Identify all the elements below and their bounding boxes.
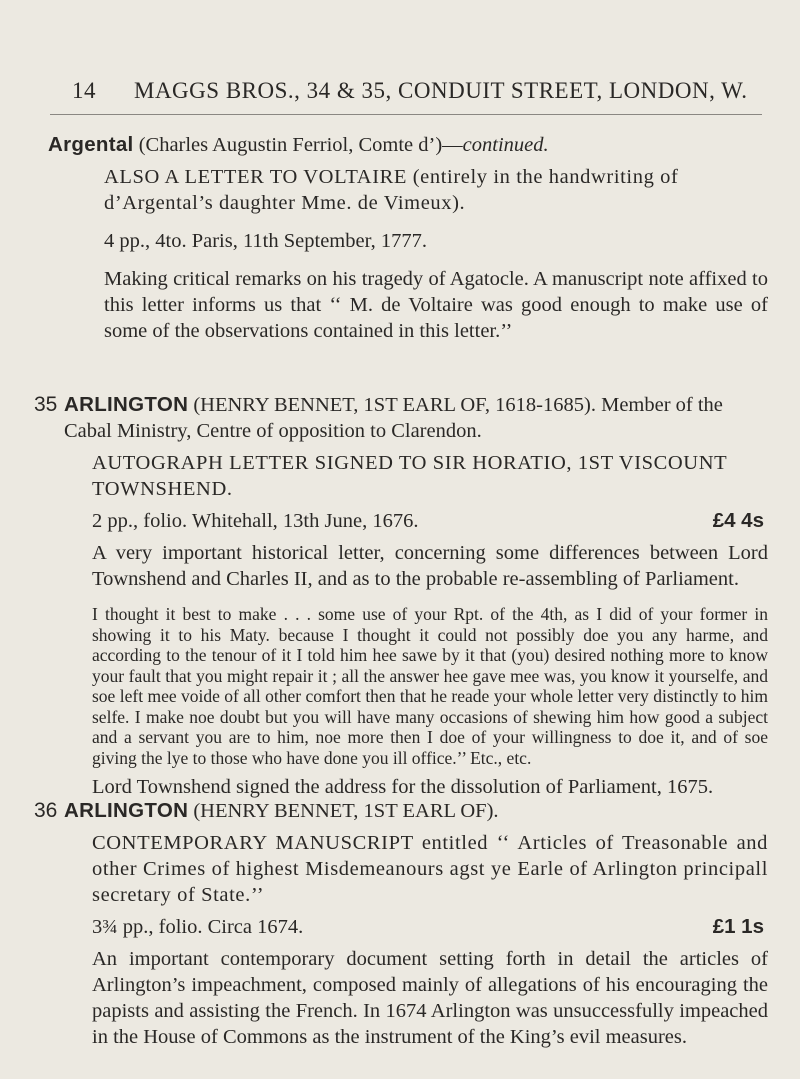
- entry-title: AUTOGRAPH LETTER SIGNED TO SIR HORATIO, 1ST VISCOUNT TOWNSHEND.: [92, 452, 727, 500]
- lot-number: 36: [34, 799, 58, 822]
- entry-name: ARLINGTON: [64, 393, 189, 416]
- catalogue-entry-36: [34, 798, 768, 1050]
- entry-name: Argental: [48, 133, 134, 156]
- entry-heading-text: (Charles Augustin Ferriol, Comte d’)—: [133, 134, 463, 156]
- entry-description: A very important historical letter, concerning some differences between Lord Townshend and Charles II, and as to the probable re-assembling of Parliament.: [92, 542, 768, 590]
- catalogue-entry-argental: [48, 132, 768, 344]
- entry-price: £1 1s: [712, 915, 764, 938]
- catalogue-entry-35: [34, 392, 768, 800]
- entry-title: CONTEMPORARY MANUSCRIPT entitled ‘‘ Articles of Treasonable and other Crimes of highest Misdemeanours agst ye Earle of Arlington principall secretary of State.’’: [92, 832, 768, 906]
- entry-price: £4 4s: [712, 509, 764, 532]
- entry-name: ARLINGTON: [64, 799, 189, 822]
- entry-details-row: [64, 508, 768, 534]
- entry-heading-text: (HENRY BENNET, 1ST EARL OF).: [188, 800, 499, 822]
- entry-details: 4 pp., 4to. Paris, 11th September, 1777.: [104, 230, 427, 252]
- entry-heading-text: (HENRY BENNET, 1ST EARL OF, 1618-1685). Member of the Cabal Ministry, Centre of opposition to Clarendon.: [64, 394, 723, 442]
- entry-description: Making critical remarks on his tragedy of Agatocle. A manuscript note affixed to this letter informs us that ‘‘ M. de Voltaire was good enough to make use of some of the observations contained in this letter.’’: [104, 268, 768, 342]
- lot-number: 35: [34, 393, 58, 416]
- entry-details-row: [64, 914, 768, 940]
- running-header: [72, 78, 762, 104]
- entry-details: 3¾ pp., folio. Circa 1674.: [92, 916, 304, 938]
- entry-description: An important contemporary document setting forth in detail the articles of Arlington’s impeachment, composed mainly of allegations of his encouraging the papists and assisting the French. In 1674 Arlington was unsuccessfully impeached in the House of Commons as the instrument of the King’s evil measures.: [92, 948, 768, 1048]
- publisher-line: MAGGS BROS., 34 & 35, CONDUIT STREET, LONDON, W.: [134, 78, 748, 103]
- entry-heading: [48, 132, 768, 158]
- page-number: 14: [72, 78, 96, 103]
- continued-label: continued.: [462, 134, 549, 156]
- entry-title: ALSO A LETTER TO VOLTAIRE (entirely in the handwriting of d’Argental’s daughter Mme. de Vimeux).: [104, 166, 679, 214]
- entry-quote: I thought it best to make . . . some use of your Rpt. of the 4th, as I did of your former in showing it to his Maty. because I thought it could not possibly doe you any harme, and according to the tenour of it I told him hee sawe by it that (you) desired nothing more to know your fault that you might repair it ; all the answer hee gave mee was, you know it yourselfe, and soe left mee voide of all other comfort then that he reade your whole letter very distinctly to him selfe. I make noe doubt but you will have many occasions of shewing him how good a subject and a servant you are to him, noe more then I doe of your willingness to doe it, and of soe giving the lye to those who have done you ill office.’’ Etc., etc.: [92, 604, 768, 768]
- entry-details: 2 pp., folio. Whitehall, 13th June, 1676.: [92, 510, 419, 532]
- header-rule: [50, 114, 762, 115]
- entry-heading: [64, 392, 768, 444]
- entry-note: Lord Townshend signed the address for the dissolution of Parliament, 1675.: [92, 776, 714, 798]
- entry-heading: [64, 798, 768, 824]
